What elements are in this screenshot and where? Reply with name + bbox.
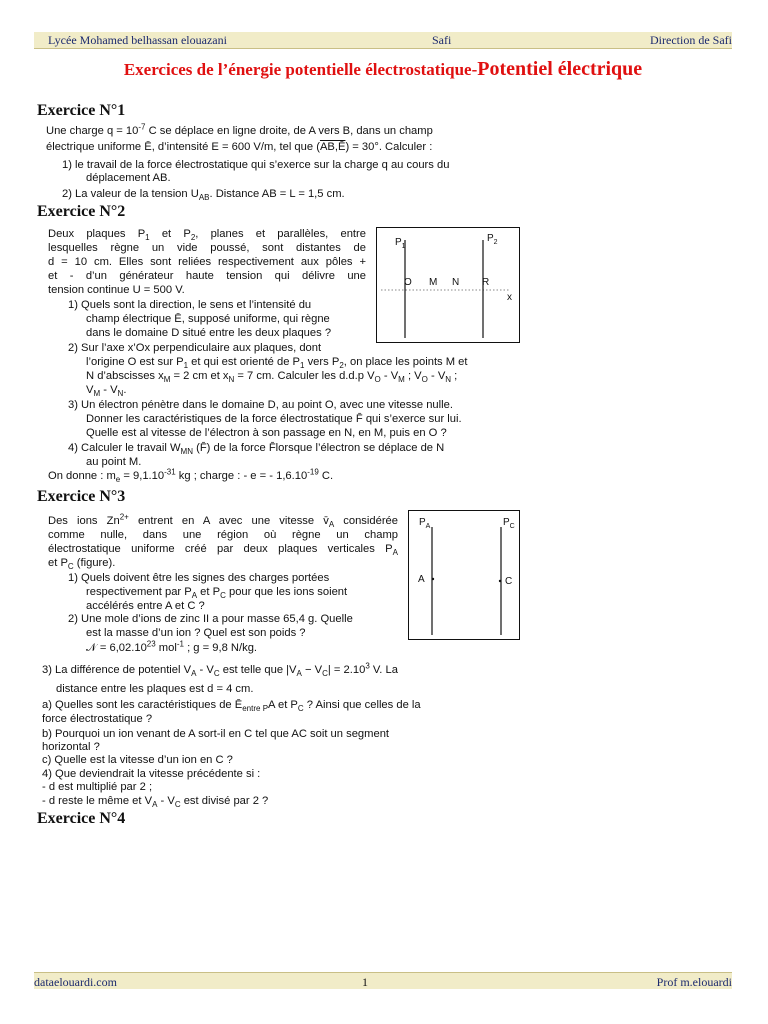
label-pa: $P_A$: [419, 517, 431, 530]
title-part-2: Potentiel électrique: [477, 58, 643, 80]
label-n: N: [452, 277, 460, 288]
ex2-intro-1: Deux plaques $P_1$ et $P_2$, planes et parallèles, entre: [48, 228, 366, 243]
exercise-1-heading: Exercice N°1: [37, 102, 126, 119]
label-x: x: [507, 292, 512, 303]
ex2-question-2-cont-2: N d’abscisses $x_M = 2$ cm et $x_N = 7$ cm. Calculer les d.d.p $V_O - V_M$ ; $V_O - V_N$ ;: [86, 370, 458, 385]
ex1-line-2: électrique uniforme Ē, d’intensité E = 600 V/m, tel que (AB,Ē) = 30°. Calculer :: [46, 141, 433, 153]
ex2-question-2-cont-3: $V_M - V_N$.: [86, 384, 127, 399]
point-a: [432, 578, 434, 580]
ex2-given-data: On donne : $m_e = 9,1.10^{-31}$ kg ; charge : - e = - $1,6.10^{-19}$ C.: [48, 467, 334, 485]
point-c: [499, 580, 501, 582]
label-r: R: [482, 277, 490, 288]
document-title: [34, 58, 732, 81]
title-part-1: Exercices de l’énergie potentielle électrostatique-: [123, 60, 478, 79]
ex3-intro-2: comme nulle, dans une région où règne un champ: [48, 529, 398, 541]
label-p1: $P_1$: [395, 237, 406, 250]
label-o: O: [404, 277, 412, 288]
label-p2: $P_2$: [487, 233, 498, 246]
ex2-intro-5: tension continue U = 500 V.: [48, 284, 185, 296]
plates-figure-2: [408, 510, 520, 640]
ex3-item-b: b) Pourquoi un ion venant de A sort-il en C tel que AC soit un segment: [42, 728, 390, 740]
page-number: 1: [362, 975, 368, 989]
ex2-question-3-cont-2: Quelle est al vitesse de l’électron à son passage en N, en M, puis en O ?: [86, 427, 447, 439]
ex3-intro-1: Des ions $Zn^{2+}$ entrent en A avec une vitesse $v̄_A$ considérée: [48, 512, 398, 530]
ex3-question-3: 3) La différence de potentiel $V_A - V_C$ est telle que $|V_A - V_C| = 2.10^3$ V. La: [42, 661, 398, 679]
ex3-question-2: 2) Une mole d’ions de zinc II a pour masse 65,4 g. Quelle: [68, 613, 353, 625]
ex2-intro-3: d = 10 cm. Elles sont reliées respectivement aux pôles +: [48, 256, 366, 268]
ex3-item-c: c) Quelle est la vitesse d’un ion en C ?: [42, 754, 233, 766]
ex2-question-2-cont-1: l’origine O est sur $P_1$ et qui est orienté de $P_1$ vers $P_2$, on place les points M et: [86, 356, 468, 371]
ex3-question-4-option-2: - d reste le même et $V_A - V_C$ est divisé par 2 ?: [42, 795, 269, 810]
ex2-question-3: 3) Un électron pénètre dans le domaine D, au point O, avec une vitesse nulle.: [68, 399, 453, 411]
ex3-question-4: 4) Que deviendrait la vitesse précédente si :: [42, 768, 261, 780]
header-school: Lycée Mohamed belhassan elouazani: [48, 33, 227, 47]
ex3-item-a-cont: force électrostatique ?: [42, 713, 153, 725]
exercise-2-heading: Exercice N°2: [37, 203, 126, 220]
ex2-question-1: 1) Quels sont la direction, le sens et l’intensité du: [68, 299, 312, 311]
plates-figure-1: [376, 227, 520, 343]
ex3-question-2-cont: est la masse d’un ion ? Quel est son poids ?: [86, 627, 306, 639]
footer-website[interactable]: dataelouardi.com: [34, 975, 117, 989]
ex3-question-4-option-1: - d est multiplié par 2 ;: [42, 781, 153, 793]
ex2-question-1-cont-1: champ électrique Ē, supposé uniforme, qui règne: [86, 313, 330, 325]
exercise-3-heading: Exercice N°3: [37, 488, 126, 505]
header-direction: Direction de Safi: [650, 33, 732, 47]
ex2-question-1-cont-2: dans le domaine D situé entre les deux plaques ?: [86, 327, 332, 339]
ex3-item-a: a) Quelles sont les caractéristiques de $Ē_{entre P}A$ et $P_C$ ? Ainsi que celles de la: [42, 699, 421, 714]
ex3-item-b-cont: horizontal ?: [42, 741, 100, 753]
ex2-question-4-cont: au point M.: [86, 456, 142, 468]
ex1-question-2: 2) La valeur de la tension $U_{AB}$. Distance AB = L = 1,5 cm.: [62, 188, 345, 203]
ex2-question-2: 2) Sur l’axe x’Ox perpendiculaire aux plaques, dont: [68, 342, 322, 354]
label-m: M: [429, 277, 438, 288]
ex3-question-1-cont-2: accélérés entre A et C ?: [86, 600, 205, 612]
label-c: C: [505, 576, 513, 587]
ex2-intro-4: et - d’un générateur haute tension qui délivre une: [48, 270, 366, 282]
ex3-intro-4: et $P_C$ (figure).: [48, 557, 116, 572]
ex1-question-1: 1) le travail de la force électrostatique qui s’exerce sur la charge q au cours du: [62, 159, 450, 171]
label-a: A: [418, 574, 425, 585]
footer-author: Prof m.elouardi: [656, 975, 732, 989]
ex3-question-1-cont-1: respectivement par $P_A$ et $P_C$ pour que les ions soient: [86, 586, 348, 601]
ex2-question-3-cont-1: Donner les caractéristiques de la force électrostatique F̄ qui s’exerce sur lui.: [86, 413, 462, 425]
plates-diagram-1: [377, 228, 519, 342]
ex2-intro-2: lesquelles règne un vide poussé, sont distantes de: [48, 242, 366, 254]
page-header: [34, 32, 732, 49]
header-city: Safi: [432, 33, 452, 47]
label-pc: $P_C$: [503, 517, 515, 530]
exercise-4-heading: Exercice N°4: [37, 810, 126, 827]
ex3-intro-3: électrostatique uniforme créé par deux plaques verticales $P_A$: [48, 543, 398, 558]
plates-diagram-2: [409, 511, 519, 639]
ex1-line-1: Une charge $q = 10^{-7}$ C se déplace en ligne droite, de A vers B, dans un champ: [46, 122, 433, 137]
ex3-question-3-cont: distance entre les plaques est d = 4 cm.: [56, 683, 254, 695]
page-footer: [34, 972, 732, 989]
ex2-question-4: 4) Calculer le travail $W_{MN}$ (F̄) de la force F̄lorsque l’électron se déplace de N: [68, 442, 445, 457]
ex3-question-1: 1) Quels doivent être les signes des charges portées: [68, 572, 330, 584]
ex3-constants: 𝒩 = $6,02.10^{23}$ mol$^{-1}$ ; g = 9,8 N/kg.: [86, 639, 258, 654]
ex1-question-1-cont: déplacement AB.: [86, 172, 171, 184]
